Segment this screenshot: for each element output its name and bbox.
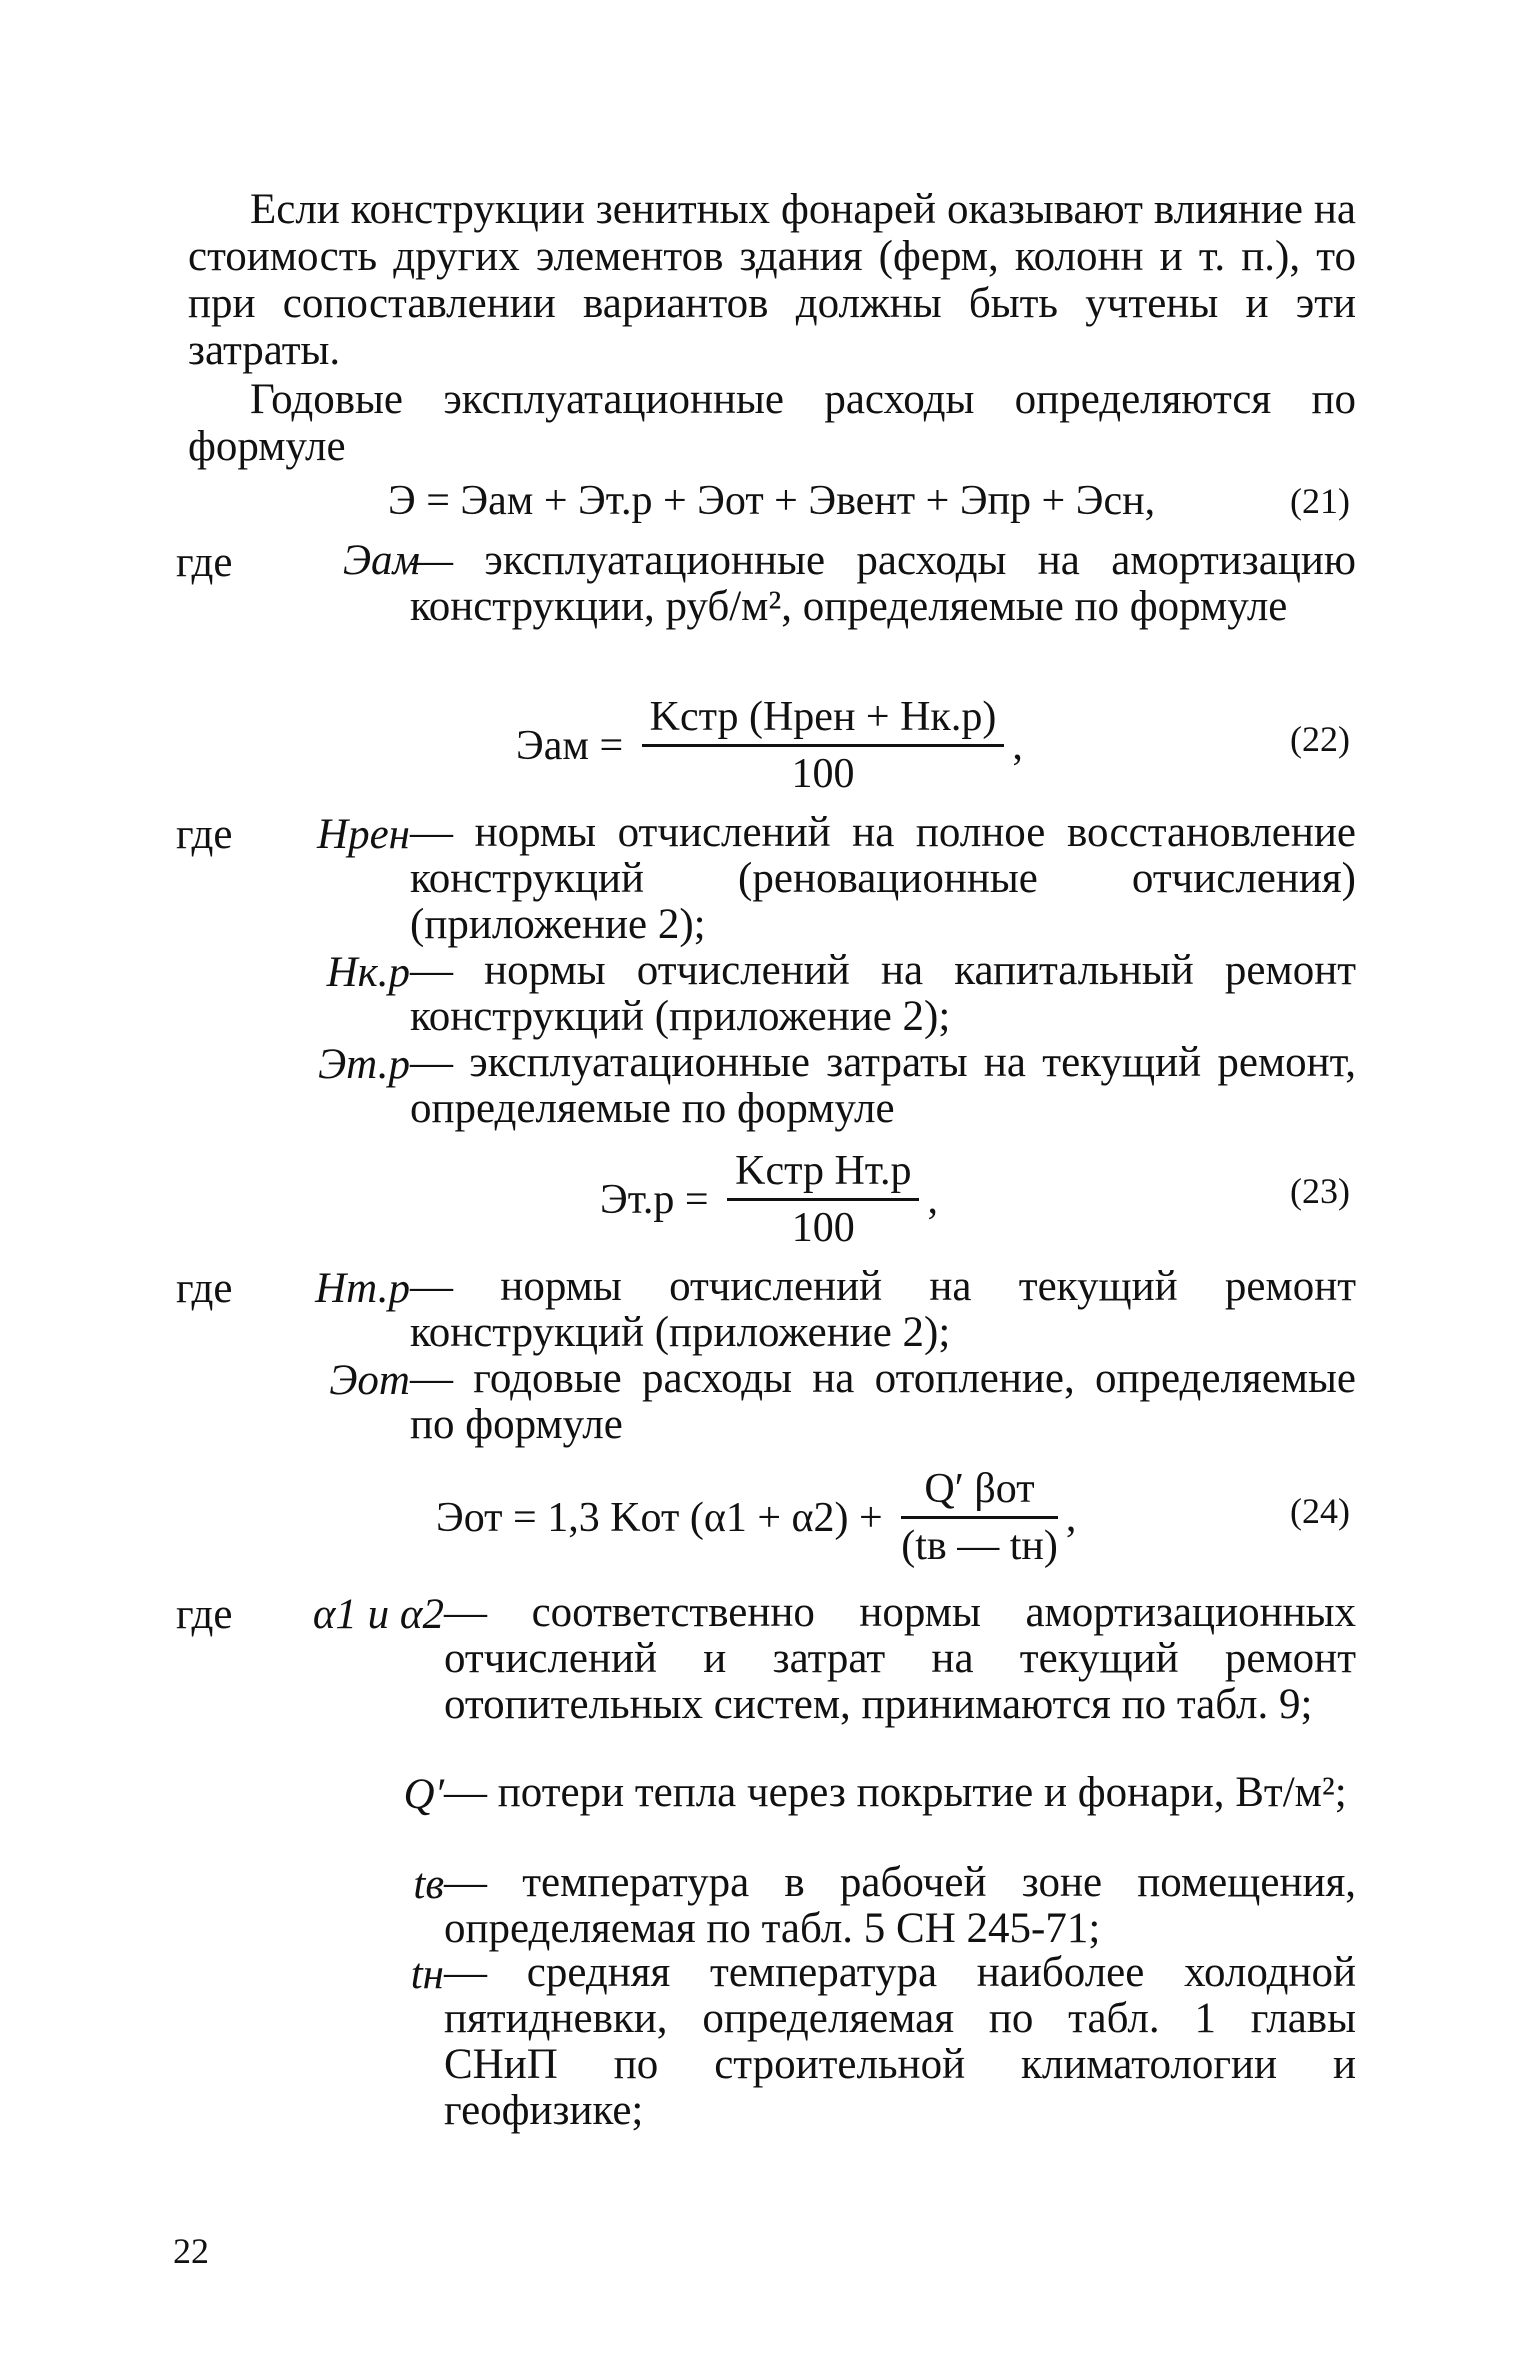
equation-24-number: (24): [1290, 1491, 1350, 1531]
equation-23: Эт.р = $\frac{\text{Kстр Hт.р}}{100}$ ,: [600, 1148, 938, 1251]
definition-tn-label: tн: [410, 1951, 444, 1998]
equation-22-numerator: Kстр (Hрен + Hк.р): [642, 692, 1005, 747]
definition-ot-label: Эот: [329, 1357, 410, 1404]
equation-22-denominator: 100: [791, 751, 855, 797]
where-label-3: где: [176, 1265, 233, 1312]
definition-alpha-label: α1 и α2: [312, 1591, 444, 1638]
where-label-1: где: [176, 539, 233, 586]
equation-22: Эам = $\frac{\text{Kстр (Hрен + Hк.р)}}{100}$ ,: [516, 694, 1023, 797]
equation-24-numerator: Q′ βот: [901, 1464, 1058, 1519]
equation-24: Эот = 1,3 Kот (α1 + α2) + $\frac{\text{Q′ βот}}{(tв — tн)}$ ,: [436, 1466, 1077, 1569]
equation-23-number: (23): [1290, 1171, 1350, 1211]
definition-tv-label: tв: [413, 1861, 444, 1908]
definition-q-label: Q′: [403, 1771, 444, 1818]
where-label-4: где: [176, 1591, 233, 1638]
equation-23-lhs: Эт.р =: [600, 1176, 709, 1223]
page-number: 22: [173, 2231, 209, 2271]
paragraph-1: Если конструкции зенитных фонарей оказывают влияние на стоимость других элементов здания (ферм, колонн и т. п.), то при сопоставлении вариантов должны быть учтены и эти затраты.: [188, 186, 1356, 374]
equation-23-numerator: Kстр Hт.р: [727, 1146, 919, 1201]
definition-tr-label: Эт.р: [318, 1041, 410, 1088]
where-label-2: где: [176, 811, 233, 858]
definition-htr-label: Hт.р: [315, 1265, 410, 1312]
equation-24-lhs: Эот = 1,3 Kот (α1 + α2) +: [436, 1494, 883, 1541]
document-page: Если конструкции зенитных фонарей оказывают влияние на стоимость других элементов здания (ферм, колонн и т. п.), то при сопоставлении вариантов должны быть учтены и эти затраты. Годовые эксплуатационные расходы определяются по формуле Э = Эам + Эт.р + Эот + Эвент + Эпр + Эсн, (21) где Эам — эксплуатационные расходы на амортизацию конструкции, руб/м², определяемые по формуле Эам = $\frac{\text{Kстр (Hрен + Hк.р)}}{100}$ , (22) где Hрен — нормы отчислений на полное восстановление конструкций (реновационные отчисления) (приложение 2); Hк.р — нормы отчислений на капитальный ремонт конструкций (приложение 2); Эт.р — эксплуатационные затраты на текущий ремонт, определяемые по формуле Эт.р = $\frac{\text{Kстр Hт.р}}{100}$ , (23) где Hт.р — нормы отчислений на текущий ремонт конструкций (приложение 2); Эот — годовые расходы на отопление, определяемые по формуле Эот = 1,3 Kот (α1 + α2) + $\frac{\text{Q′ βот}}{(tв — tн)}$ , (24) где α1 и α2 — соответственно нормы амортизационных отчислений и затрат на текущий ремонт отопительных систем, принимаются по табл. 9; Q′ — потери тепла через покрытие и фонари, Вт/м²; tв — температура в рабочей зоне помещения, определяемая по табл. 5 СН 245-71; tн — средняя температура наиболее холодной пятидневки, определяемая по табл. 1 главы СНиП по строительной климатологии и геофизике; 22: [173, 186, 1356, 2271]
equation-22-lhs: Эам =: [516, 722, 624, 769]
equation-21-text: Э = Эам + Эт.р + Эот + Эвент + Эпр + Эсн,: [388, 478, 1156, 524]
paragraph-2: Годовые эксплуатационные расходы определяются по формуле: [188, 376, 1356, 470]
equation-24-denominator: (tв — tн): [901, 1523, 1058, 1569]
equation-23-fraction: [727, 1146, 919, 1253]
equation-21-number: (21): [1290, 481, 1350, 521]
equation-22-number: (22): [1290, 719, 1350, 759]
equation-24-fraction: [901, 1464, 1058, 1571]
definition-am-label: Эам: [342, 537, 420, 584]
definition-ren-label: Hрен: [317, 811, 410, 858]
equation-22-fraction: [642, 692, 1005, 799]
definition-kr-label: Hк.р: [326, 949, 410, 996]
equation-23-denominator: 100: [791, 1205, 855, 1251]
